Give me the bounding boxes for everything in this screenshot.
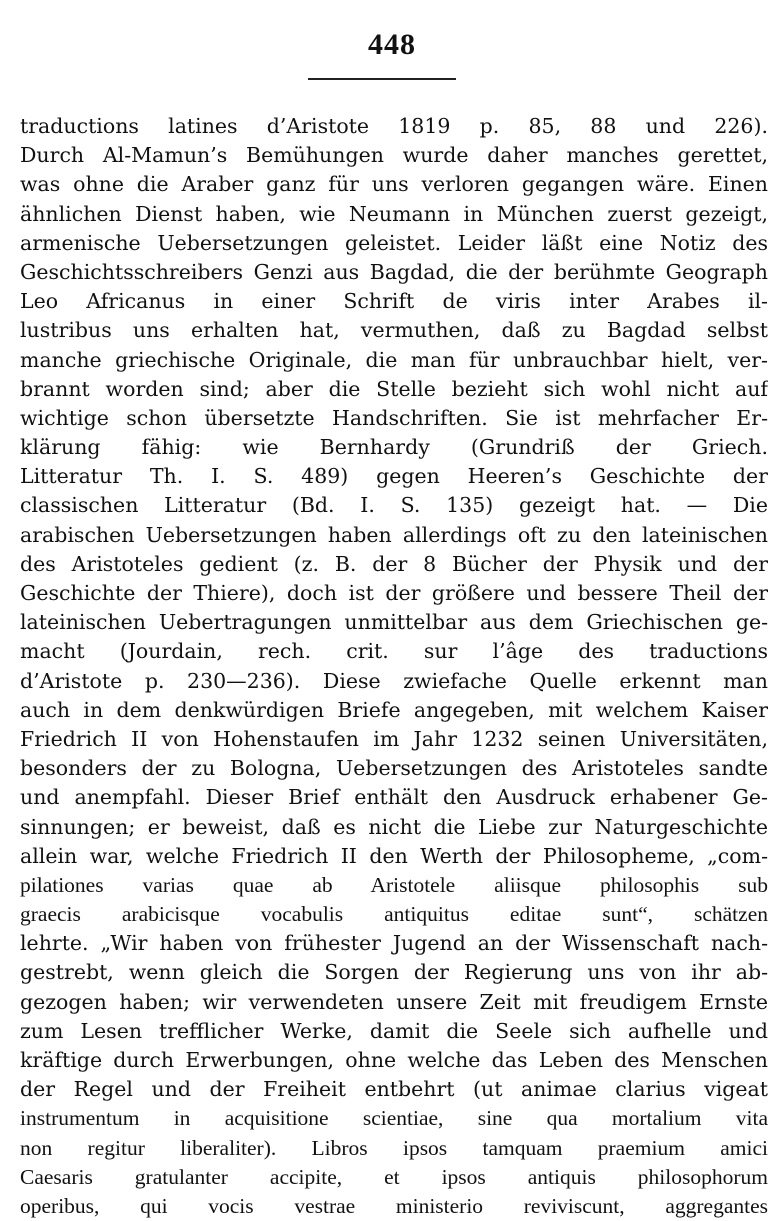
text-line: gestrebt, wenn gleich die Sorgen der Regierung uns von ihr ab-	[20, 960, 768, 985]
text-line: non regitur liberaliter). Libros ipsos tamquam praemium amici	[20, 1135, 768, 1160]
text-line: Friedrich II von Hohenstaufen im Jahr 1232 seinen Universitäten,	[20, 726, 768, 751]
text-line: Geschichte der Thiere), doch ist der größere und bessere Theil der	[20, 581, 768, 605]
page-number: 448	[368, 28, 416, 61]
text-line: besonders der zu Bologna, Uebersetzungen des Aristoteles sandte	[20, 756, 768, 781]
text-line: arabischen Uebersetzungen haben allerdings oft zu den lateinischen	[20, 522, 768, 547]
text-line: armenische Uebersetzungen geleistet. Leider läßt eine Notiz des	[20, 230, 768, 255]
text-line: manche griechische Originale, die man für unbrauchbar hielt, ver-	[20, 347, 768, 372]
text-line: ähnlichen Dienst haben, wie Neumann in München zuerst gezeigt,	[20, 201, 768, 226]
text-line: macht (Jourdain, rech. crit. sur l’âge des traductions	[20, 639, 768, 664]
text-line: lateinischen Uebertragungen unmittelbar aus dem Griechischen ge-	[20, 610, 768, 635]
text-line: Durch Al-Mamun’s Bemühungen wurde daher manches gerettet,	[20, 143, 768, 168]
text-line: auch in dem denkwürdigen Briefe angegeben, mit welchem Kaiser	[20, 697, 768, 722]
text-line: der Regel und der Freiheit entbehrt (ut animae clarius vigeat	[20, 1077, 768, 1102]
text-line: sinnungen; er beweist, daß es nicht die Liebe zur Naturgeschichte	[20, 814, 768, 839]
text-line: des Aristoteles gedient (z. B. der 8 Bücher der Physik und der	[20, 551, 768, 576]
text-line: Leo Africanus in einer Schrift de viris inter Arabes il-	[20, 289, 768, 314]
text-line: pilationes varias quae ab Aristotele aliisque philosophis sub	[20, 872, 768, 897]
text-line: operibus, qui vocis vestrae ministerio reviviscunt, aggregantes	[20, 1193, 768, 1218]
text-line: graecis arabicisque vocabulis antiquitus editae sunt“, schätzen	[20, 902, 768, 927]
text-line: kräftige durch Erwerbungen, ohne welche das Leben des Menschen	[20, 1048, 768, 1072]
text-line: lustribus uns erhalten hat, vermuthen, daß zu Bagdad selbst	[20, 318, 768, 343]
text-line: Geschichtsschreibers Genzi aus Bagdad, die der berühmte Geograph	[20, 259, 768, 284]
text-line: klärung fähig: wie Bernhardy (Grundriß der Griech.	[20, 435, 768, 460]
text-line: traductions latines d’Aristote 1819 p. 85, 88 und 226).	[20, 114, 768, 138]
body-text	[20, 112, 768, 1221]
text-line: d’Aristote p. 230—236). Diese zwiefache Quelle erkennt man	[20, 668, 768, 693]
text-line: lehrte. „Wir haben von frühester Jugend an der Wissenschaft nach-	[20, 931, 768, 956]
text-line: was ohne die Araber ganz für uns verloren gegangen wäre. Einen	[20, 172, 768, 197]
text-line: zum Lesen trefflicher Werke, damit die Seele sich aufhelle und	[20, 1018, 768, 1043]
text-line: brannt worden sind; aber die Stelle bezieht sich wohl nicht auf	[20, 376, 768, 401]
header-rule	[308, 78, 456, 80]
text-line: und anempfahl. Dieser Brief enthält den Ausdruck erhabener Ge-	[20, 785, 768, 810]
text-line: Caesaris gratulanter accipite, et ipsos antiquis philosophorum	[20, 1164, 768, 1189]
text-line: allein war, welche Friedrich II den Werth der Philosopheme, „com-	[20, 843, 768, 868]
text-line: classischen Litteratur (Bd. I. S. 135) gezeigt hat. — Die	[20, 493, 768, 518]
text-line: wichtige schon übersetzte Handschriften. Sie ist mehrfacher Er-	[20, 405, 768, 430]
text-line: Litteratur Th. I. S. 489) gegen Heeren’s Geschichte der	[20, 464, 768, 489]
text-line: instrumentum in acquisitione scientiae, sine qua mortalium vita	[20, 1106, 768, 1131]
text-line: gezogen haben; wir verwendeten unsere Zeit mit freudigem Ernste	[20, 989, 768, 1014]
